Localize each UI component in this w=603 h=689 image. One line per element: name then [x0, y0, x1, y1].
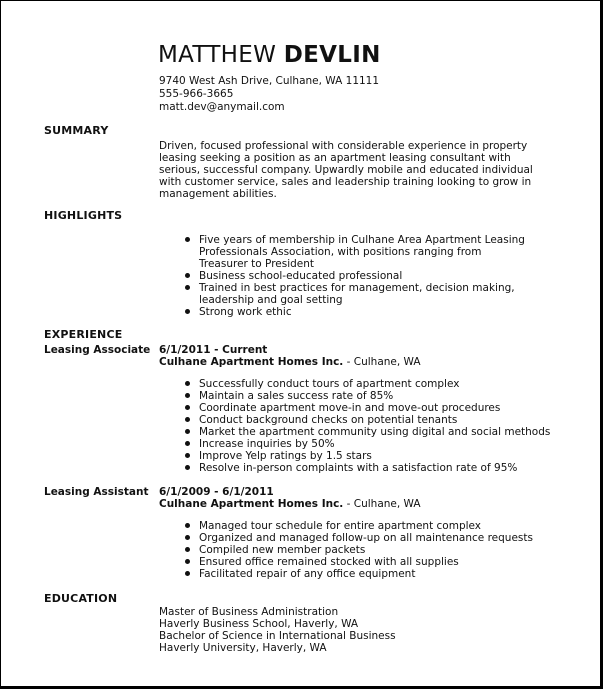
list-item: Business school-educated professional [185, 270, 530, 282]
list-item: Ensured office remained stocked with all supplies [185, 556, 585, 568]
education-line: Bachelor of Science in International Business [159, 630, 396, 642]
list-item: Managed tour schedule for entire apartment complex [185, 520, 585, 532]
education-line: Master of Business Administration [159, 606, 339, 618]
list-item: Improve Yelp ratings by 1.5 stars [185, 450, 585, 462]
list-item: Successfully conduct tours of apartment complex [185, 378, 585, 390]
highlights-list [185, 234, 530, 318]
summary-text: Driven, focused professional with considerable experience in property leasing seeking a position as an apartment leasing consultant with serious, successful company. Upwardly mobile and educated individual with customer service, sales and leadership training looking to grow in management abilities. [159, 140, 533, 200]
first-name: MATTHEW [158, 42, 277, 68]
company-location: - Culhane, WA [343, 498, 421, 510]
contact-block [159, 75, 379, 114]
company-name: Culhane Apartment Homes Inc. [159, 356, 344, 368]
candidate-name [158, 42, 381, 68]
address: 9740 West Ash Drive, Culhane, WA 11111 [159, 75, 380, 87]
list-item: Strong work ethic [185, 306, 530, 318]
list-item: Market the apartment community using digital and social methods [185, 426, 585, 438]
list-item: Facilitated repair of any office equipment [185, 568, 585, 580]
job-dates: 6/1/2009 - 6/1/2011 [159, 486, 274, 498]
job-company [159, 498, 421, 510]
summary-heading: SUMMARY [44, 124, 109, 137]
job-title: Leasing Associate [44, 344, 151, 356]
experience-heading: EXPERIENCE [44, 328, 123, 341]
list-item: Trained in best practices for management, decision making, leadership and goal setting [185, 282, 530, 306]
education-line: Haverly University, Haverly, WA [159, 642, 327, 654]
job-company [159, 356, 421, 368]
list-item: Compiled new member packets [185, 544, 585, 556]
job-dates: 6/1/2011 - Current [159, 344, 268, 356]
list-item: Increase inquiries by 50% [185, 438, 585, 450]
list-item: Five years of membership in Culhane Area Apartment Leasing Professionals Association, with positions ranging from Treasurer to President [185, 234, 530, 270]
company-name: Culhane Apartment Homes Inc. [159, 498, 344, 510]
education-heading: EDUCATION [44, 592, 118, 605]
list-item: Conduct background checks on potential tenants [185, 414, 585, 426]
highlights-heading: HIGHLIGHTS [44, 209, 123, 222]
list-item: Organized and managed follow-up on all maintenance requests [185, 532, 585, 544]
education-block [159, 606, 396, 654]
list-item: Coordinate apartment move-in and move-out procedures [185, 402, 585, 414]
job-title: Leasing Assistant [44, 486, 149, 498]
education-line: Haverly Business School, Haverly, WA [159, 618, 359, 630]
phone: 555-966-3665 [159, 88, 234, 100]
list-item: Resolve in-person complaints with a satisfaction rate of 95% [185, 462, 585, 474]
job-bullets [185, 520, 585, 580]
list-item: Maintain a sales success rate of 85% [185, 390, 585, 402]
email: matt.dev@anymail.com [159, 101, 285, 113]
company-location: - Culhane, WA [343, 356, 421, 368]
job-bullets [185, 378, 585, 474]
last-name: DEVLIN [283, 42, 381, 68]
